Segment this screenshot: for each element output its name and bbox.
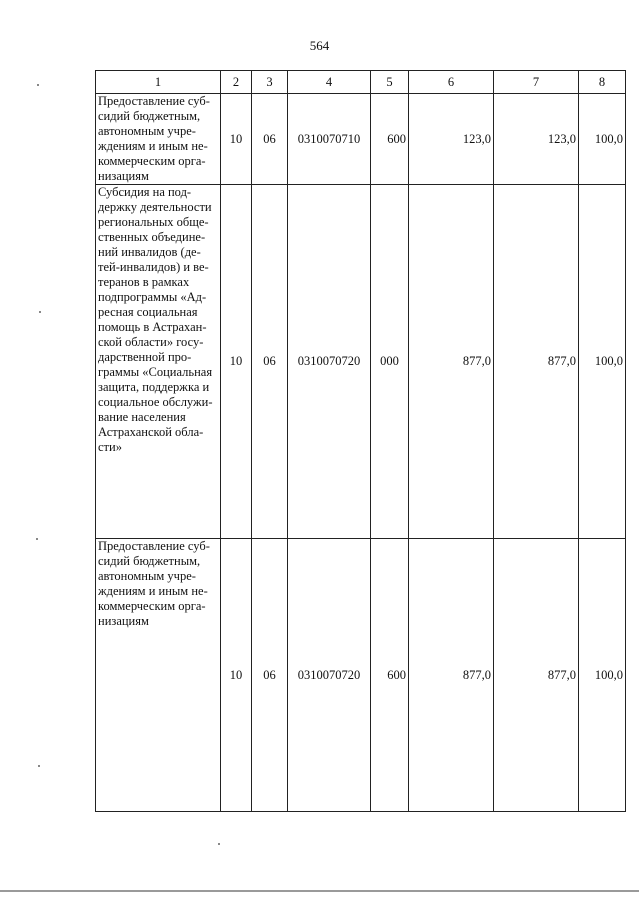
scan-bottom-edge [0, 890, 639, 892]
percent-cell: 100,0 [579, 185, 626, 539]
page-number: 564 [309, 38, 330, 53]
scan-speck [37, 84, 39, 86]
planned-amount-cell: 877,0 [409, 539, 494, 812]
row-name-cell: Предоставление суб-сидий бюджетным, автономным учре-ждениям и иным не-коммерческим орга-низациям [96, 94, 221, 185]
header-cell-8: 8 [579, 71, 626, 94]
section-cell: 10 [221, 185, 252, 539]
row-name-cell: Предоставление суб-сидий бюджетным, автономным учре-ждениям и иным не-коммерческим орга-низациям [96, 539, 221, 812]
planned-amount-cell: 877,0 [409, 185, 494, 539]
percent-cell: 100,0 [579, 94, 626, 185]
budget-table [95, 70, 626, 812]
header-cell-2: 2 [221, 71, 252, 94]
subsection-cell: 06 [252, 539, 288, 812]
expense-type-cell: 600 [371, 94, 409, 185]
header-cell-7: 7 [494, 71, 579, 94]
target-code-cell: 0310070720 [288, 539, 371, 812]
header-cell-3: 3 [252, 71, 288, 94]
target-code-cell: 0310070720 [288, 185, 371, 539]
subsection-cell: 06 [252, 94, 288, 185]
scan-speck [36, 538, 38, 540]
table-row [96, 94, 626, 185]
header-cell-1: 1 [96, 71, 221, 94]
percent-cell: 100,0 [579, 539, 626, 812]
scan-speck [38, 765, 40, 767]
scan-speck [39, 311, 41, 313]
scan-speck [218, 843, 220, 845]
target-code-cell: 0310070710 [288, 94, 371, 185]
header-cell-5: 5 [371, 71, 409, 94]
actual-amount-cell: 123,0 [494, 94, 579, 185]
expense-type-cell: 000 [371, 185, 409, 539]
table-row [96, 185, 626, 539]
header-cell-6: 6 [409, 71, 494, 94]
subsection-cell: 06 [252, 185, 288, 539]
table-row [96, 539, 626, 812]
actual-amount-cell: 877,0 [494, 539, 579, 812]
row-name-cell: Субсидия на под-держку деятельности региональных обще-ственных объедине-ний инвалидов (де-тей-инвалидов) и ве-теранов в рамках подпрограммы «Ад-ресная социальная помощь в Астрахан-ской области» госу-дарственной про-граммы «Социальная защита, поддержка и социальное обслужи-вание населения Астраханской обла-сти» [96, 185, 221, 539]
expense-type-cell: 600 [371, 539, 409, 812]
header-cell-4: 4 [288, 71, 371, 94]
section-cell: 10 [221, 539, 252, 812]
planned-amount-cell: 123,0 [409, 94, 494, 185]
table-header-row [96, 71, 626, 94]
actual-amount-cell: 877,0 [494, 185, 579, 539]
section-cell: 10 [221, 94, 252, 185]
